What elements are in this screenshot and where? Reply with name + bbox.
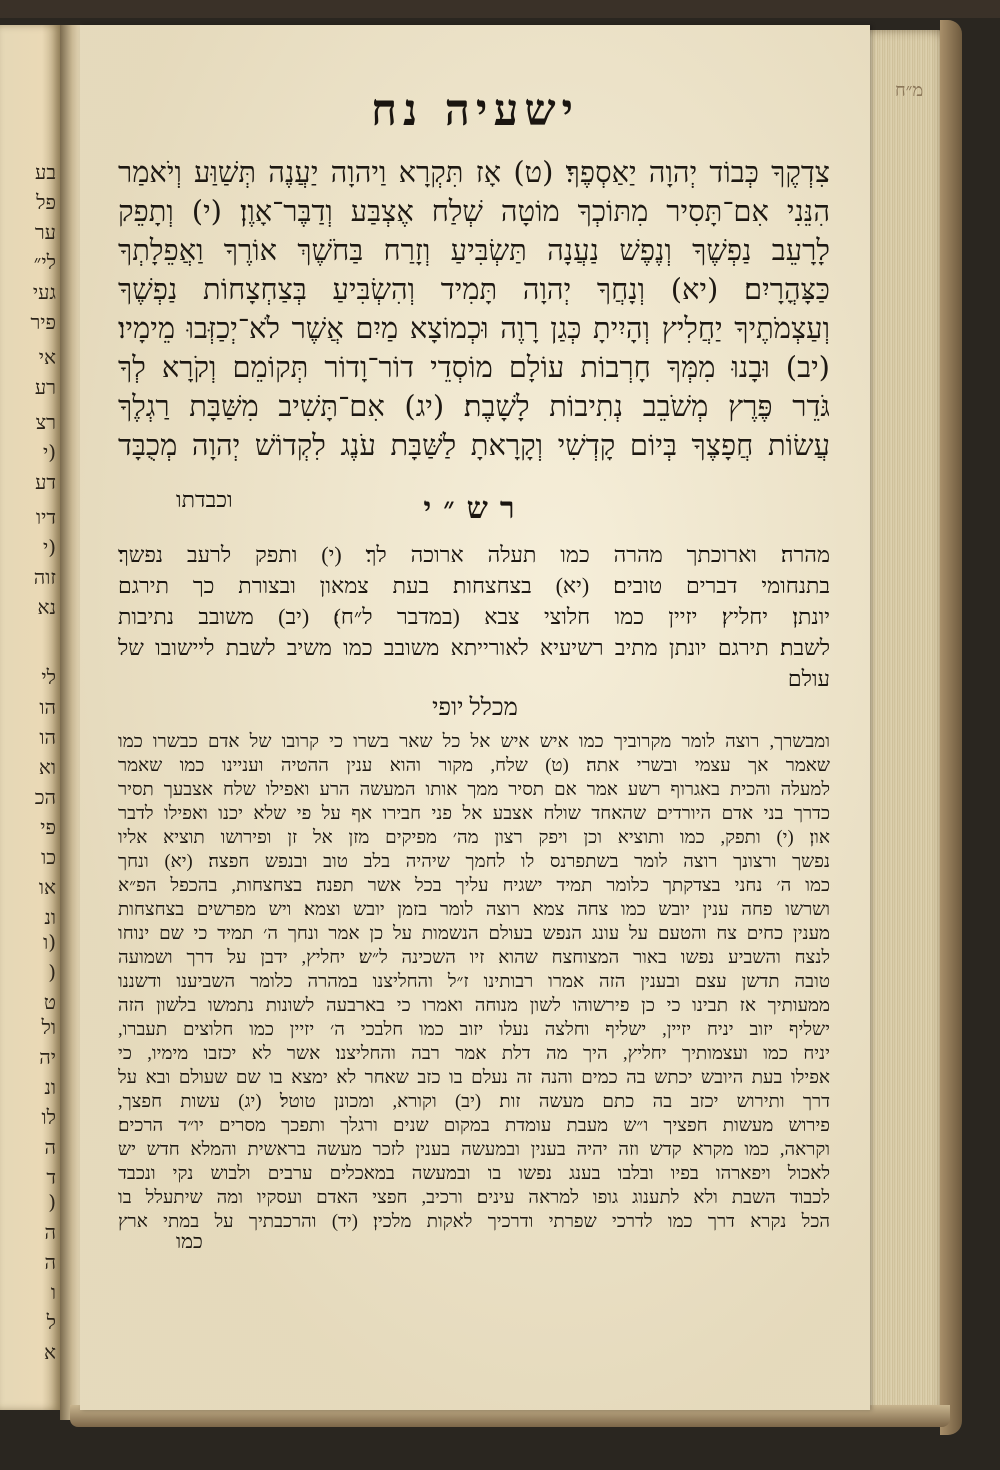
commentary-line: כדרך בני אדם היורדים שהאחד שולח אצבע אל פני חבירו אף על פי שלא יכנו ואפילו לדבר <box>118 804 830 824</box>
commentary-line: למעלה והכית באגרוף רשע אמר אם תסיר ממך אותו המעשה הרע ואפילו שלח אצבעך תסיר <box>118 780 830 800</box>
left-page-fragment: ד <box>46 1165 56 1189</box>
left-page-fragment: וא <box>38 755 56 779</box>
left-page-fragment: דע <box>35 470 56 494</box>
left-page-fragment: נא <box>37 595 56 619</box>
verse-line: גֹּדֵר פֶּרֶץ מְשֹׁבֵב נְתִיבוֹת לָשָׁבֶת׃ (יג) אִם־תָּשִׁיב מִשַּׁבָּת רַגְלֶךָ <box>118 389 830 423</box>
commentary-line: וקראה, כמו מקרא קדש וזה יהיה בענין ובמעשה בענין לזכר מעשה בראשית והמלא חדש יש <box>118 1140 830 1160</box>
left-page-fragment: ה <box>44 1135 56 1159</box>
left-page-fragment: ה <box>44 1220 56 1244</box>
commentary-line: ממעותיך אז תבינו כי כן פירשוהו לשון מנוחה ואמרו כי בארבעה לשונות נתמשו בלשון הזה <box>118 996 830 1016</box>
commentary-line: ומבשרך, רוצה לומר מקרוביך כמו איש איש אל כל שאר בשרו כי קרובו של אדם כבשרו כמו <box>118 732 830 752</box>
left-page-fragment: ונ <box>44 905 56 929</box>
left-page-fragment: ונ <box>44 1075 56 1099</box>
left-page-fragment: ( <box>48 960 56 984</box>
left-page-fragment: אי <box>38 345 56 369</box>
right-page <box>80 25 870 1410</box>
left-page-fragment: לי״ <box>33 250 56 274</box>
page-edges <box>868 30 948 1415</box>
left-page-fragment: בע <box>35 160 56 184</box>
left-page-fragment: לי <box>41 665 56 689</box>
commentary-line: ושרשו פחה ענין יובש כמו צחה צמא רוצה לומר בזמן יובש וצמא׃ ויש מפרשים בצחצחות <box>118 900 830 920</box>
left-page-fragment: פיר <box>30 310 56 334</box>
commentary-line: מענין כחים צח והטעם על עונג הנפש בעולם הנשמות על כן אמר ונחך ה׳ תמיד כי שם ינוחו <box>118 924 830 944</box>
corner-mark: מ״ח <box>895 80 924 101</box>
commentary-line: נפשך ורצונך רוצה לומר בשתפרנס לו לחמך שיהיה בלב טוב ובנפש חפצה׃ (יא) ונחך <box>118 852 830 872</box>
left-page-fragment: או <box>38 875 56 899</box>
left-page-fragment: ו <box>50 1280 56 1304</box>
commentary-line: כמו ה׳ נחני בצדקתך כלומר תמיד ישגיח עליך בכל אשר תפנה׃ בצחצחות, בהכפל הפ״א <box>118 876 830 896</box>
commentary-line: לנצח והשביע נפשו באור המצוחצח שהוא זיו השכינה ל״ש׃ יחליץ, ידבן על דרך ושמועה <box>118 948 830 968</box>
left-page-fragment: יה <box>39 1045 56 1069</box>
rashi-line: מהרה׃ וארוכתך מהרה כמו תעלה ארוכה לך׃ (י) ותפק לרעב נפשך׃ <box>118 542 830 567</box>
commentary-line: פירוש מעשות חפציך ו״ש מעבת עומדת במקום שנים ורגלך ותפכך מסרים יו״ד הרכים׃ <box>118 1116 830 1136</box>
rashi-line: לשבת׃ תירגם יונתן מתיב רשיעיא לאורייתא משובב כמו משיב לשבת ליישובו של <box>118 635 830 660</box>
verse-line: עֲשׂוֹת חֲפָצֶךָ בְּיוֹם קָדְשִׁי וְקָרָאתָ לַשַּׁבָּת עֹנֶג לִקְדוֹשׁ יְהוָה מְכֻבָּד <box>118 428 830 462</box>
left-page-fragment: געי <box>32 280 56 304</box>
left-page <box>0 25 60 1410</box>
commentary-line: הכל נקרא דרך כמו לדרכי שפרתי ודרכיך לאקות מלכין׃ (יד) והרכבתיך על במתי ארץ <box>118 1212 830 1232</box>
left-page-fragment: (י <box>42 440 56 464</box>
commentary-line: יניח כמו ועצמותיך יחליץ, היך מה דלת אמר רבה והחליצנו׃ אשר לא יכזבו מימיו, כי <box>118 1044 830 1064</box>
cover-edge <box>940 20 962 1435</box>
left-page-fragment: א <box>43 1340 56 1364</box>
commentary-line: לאכול ויפארהו בפיו ובלבו בענג נפשו בו ובמעשה במאכלים ערבים ולבוש נקי ונכבד <box>118 1164 830 1184</box>
commentary-catchword: כמו <box>176 1231 203 1253</box>
commentary-line: און׃ (י) ותפק, כמו ותוציא וכן ויפק רצון מה׳ מפיקים מזן אל זן ופירושו תוציא אליו <box>118 828 830 848</box>
left-page-fragment: הו <box>39 695 56 719</box>
commentary-heading: מכלל יופי <box>432 695 518 721</box>
left-page-fragment: ה <box>44 1250 56 1274</box>
verse-line: הִנֵּנִי אִם־תָּסִיר מִתּוֹכְךָ מוֹטָה שְׁלַח אֶצְבַּע וְדַבֶּר־אָוֶן׃ (י) וְתָפֵק <box>118 194 830 228</box>
left-page-fragment: הכ <box>34 785 56 809</box>
background-strip <box>0 0 1000 18</box>
left-page-fragment: ( <box>48 1190 56 1214</box>
commentary-line: אפילו בעת היובש יכתש בה כמים והנה זה נעלם בו כזב שאחר לא ימצא בו שם שעולם ובא על <box>118 1068 830 1088</box>
left-page-fragment: לו <box>41 1105 56 1129</box>
rashi-line: בתנחומי דברים טובים׃ (יא) בצחצחות׃ בעת צמאון ובצורת כך תירגם <box>118 573 830 598</box>
verse-line: כַּצָּהֳרָיִם׃ (יא) וְנָחֲךָ יְהוָה תָּמִיד וְהִשְׂבִּיעַ בְּצַחְצָחוֹת נַפְשֶׁךָ <box>118 272 830 306</box>
commentary-line: שאמר אך עצמי ובשרי אתה׃ (ט) שלח, מקור והוא ענין ההטיה ועניינו כמו שאמר <box>118 756 830 776</box>
rashi-heading: רש״י <box>423 491 527 526</box>
left-page-fragment: ט <box>43 990 56 1014</box>
commentary-line: ישליף יזוב יניח יזיין, ישליף וחלצה נעלו יזוב כמו חלבכי ה׳ יזיין כמו חלוצים תעברו, <box>118 1020 830 1040</box>
verse-line: לָרָעֵב נַפְשֶׁךָ וְנֶפֶשׁ נַעֲנָה תַּשְׂבִּיעַ וְזָרַח בַּחֹשֶׁךְ אוֹרֶךָ וַאֲפֵלָתְךָ <box>118 233 830 267</box>
book-gutter <box>60 25 82 1420</box>
left-page-fragment: כו <box>41 845 56 869</box>
left-page-fragment: זוה <box>33 565 56 589</box>
verse-catchword: וכבדתו <box>176 488 233 513</box>
commentary-line: טובה תדשן עצם ובענין הזה אמרו רבותינו ז״ל והחליצנו במהרה כלומר השביענו ודשננו <box>118 972 830 992</box>
left-page-fragment: הו <box>39 725 56 749</box>
left-page-fragment: (ו <box>43 930 56 954</box>
left-page-fragment: פל <box>36 190 56 214</box>
verse-line: וְעַצְמֹתֶיךָ יַחֲלִיץ וְהָיִיתָ כְּגַן רָוֶה וּכְמוֹצָא מַיִם אֲשֶׁר לֹא־יְכַזְּבוּ מֵימָיו׃ <box>118 311 830 345</box>
running-head: ישעיה נח <box>370 85 580 136</box>
left-page-fragment: (י <box>42 535 56 559</box>
rashi-line: יונתן׃ יחליץ׃ יזיין כמו חלוצי צבא (במדבר ל״ח)׃ (יב) משובב נתיבות <box>118 604 830 629</box>
left-page-fragment: רע <box>34 375 56 399</box>
commentary-line: דרך ותירוש יכזב בה כתם מעשה זות׃ (יב) וקורא, ומכונן טוטל׃ (יג) עשות חפצך, <box>118 1092 830 1112</box>
left-page-fragment: ל <box>46 1310 56 1334</box>
left-page-fragment: פי <box>40 815 56 839</box>
left-page-fragment: רצ <box>35 410 56 434</box>
rashi-line: עולם <box>787 666 830 691</box>
left-page-fragment: ער <box>34 220 56 244</box>
left-page-fragment: ול <box>41 1015 56 1039</box>
left-page-fragment: דיו <box>36 505 56 529</box>
verse-line: צִדְקֶךָ כְּבוֹד יְהוָה יַאַסְפֶךָ׃ (ט) אָז תִּקְרָא וַיהוָה יַעֲנֶה תְּשַׁוַּע וְיֹאמַר <box>118 155 830 189</box>
verse-line: (יב) וּבָנוּ מִמְּךָ חָרְבוֹת עוֹלָם מוֹסְדֵי דוֹר־וָדוֹר תְּקוֹמֵם וְקֹרָא לְךָ <box>118 350 830 384</box>
commentary-line: לכבוד השבת ולא לתענוג גופו למראה עינים׃ ורכיב, חפצי האדם ועסקיו ומה שיתעלל בו <box>118 1188 830 1208</box>
